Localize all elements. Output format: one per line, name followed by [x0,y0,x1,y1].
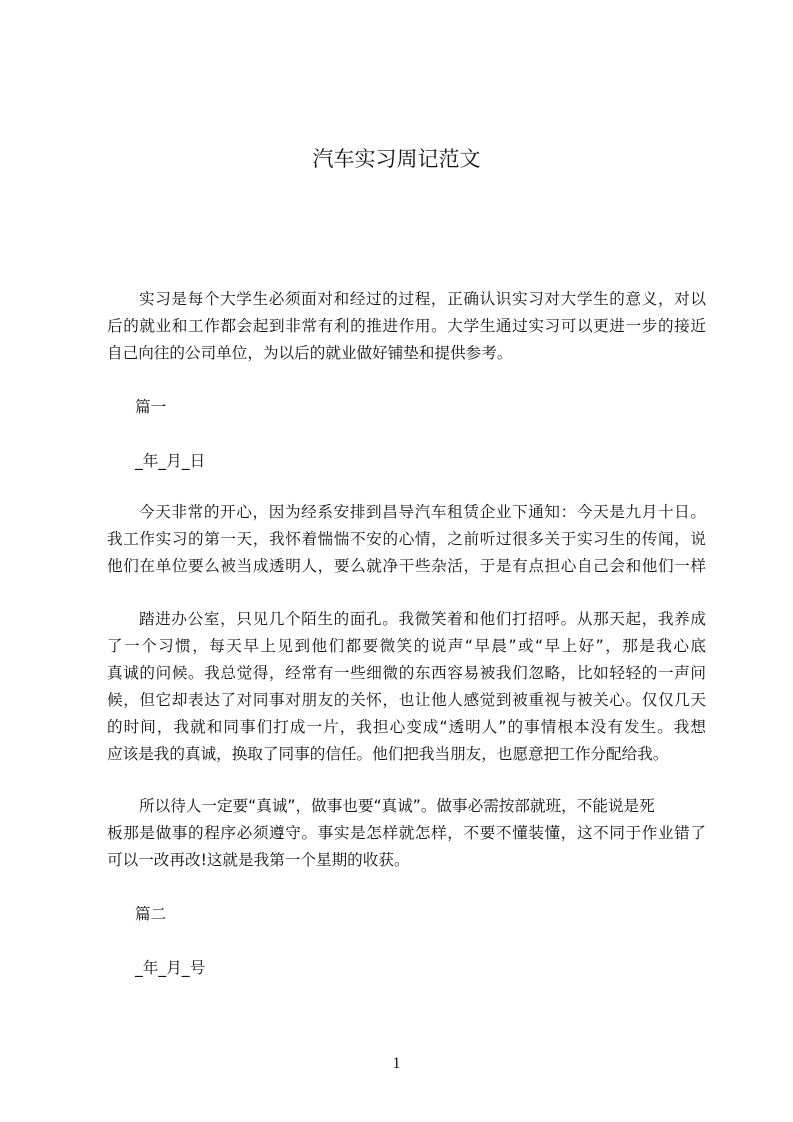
text-line: 自己向往的公司单位，为以后的就业做好铺垫和提供参考。 [107,344,513,362]
text-line: 后的就业和工作都会起到非常有利的推进作用。大学生通过实习可以更进一步的接近 [107,317,706,335]
intro-paragraph [107,286,706,367]
text-line: 的时间，我就和同事们打成一片，我担心变成“透明人”的事情根本没有发生。我想 [107,718,706,736]
text-line: 真诚的问候。我总觉得，经常有一些细微的东西容易被我们忽略，比如轻轻的一声问 [107,664,706,682]
text-line: 应该是我的真诚，换取了同事的信任。他们把我当朋友，也愿意把工作分配给我。 [107,745,669,763]
text-line: 踏进办公室，只见几个陌生的面孔。我微笑着和他们打招呼。从那天起，我养成 [139,610,706,628]
paragraph [107,606,706,768]
section-heading: 篇二 [135,905,167,923]
text-line: 今天非常的开心，因为经系安排到昌导汽车租赁企业下通知：今天是九月十日。 [139,503,706,521]
text-line: 所以待人一定要“真诚”，做事也要“真诚”。做事必需按部就班，不能说是死 [139,797,655,815]
date-line: _年_月_号 [135,959,206,977]
text-line: 候，但它却表达了对同事对朋友的关怀，也让他人感觉到被重视与被关心。仅仅几天 [107,691,706,709]
text-line: 实习是每个大学生必须面对和经过的过程，正确认识实习对大学生的意义，对以 [139,290,706,308]
text-line: 了一个习惯，每天早上见到他们都要微笑的说声“早晨”或“早上好”，那是我心底 [107,637,706,655]
text-line: 他们在单位要么被当成透明人，要么就净干些杂活，于是有点担心自己会和他们一样 [107,557,706,575]
text-line: 我工作实习的第一天，我怀着惴惴不安的心情，之前听过很多关于实习生的传闻，说 [107,530,706,548]
paragraph [107,499,706,580]
page-number: 1 [392,1055,401,1072]
text-line: 可以一改再改!这就是我第一个星期的收获。 [107,851,410,869]
document-title: 汽车实习周记范文 [312,147,481,171]
text-line: 板那是做事的程序必须遵守。事实是怎样就怎样，不要不懂装懂，这不同于作业错了 [107,824,706,842]
section-heading: 篇一 [135,398,167,416]
date-line: _年_月_日 [135,452,206,470]
paragraph [107,793,706,874]
